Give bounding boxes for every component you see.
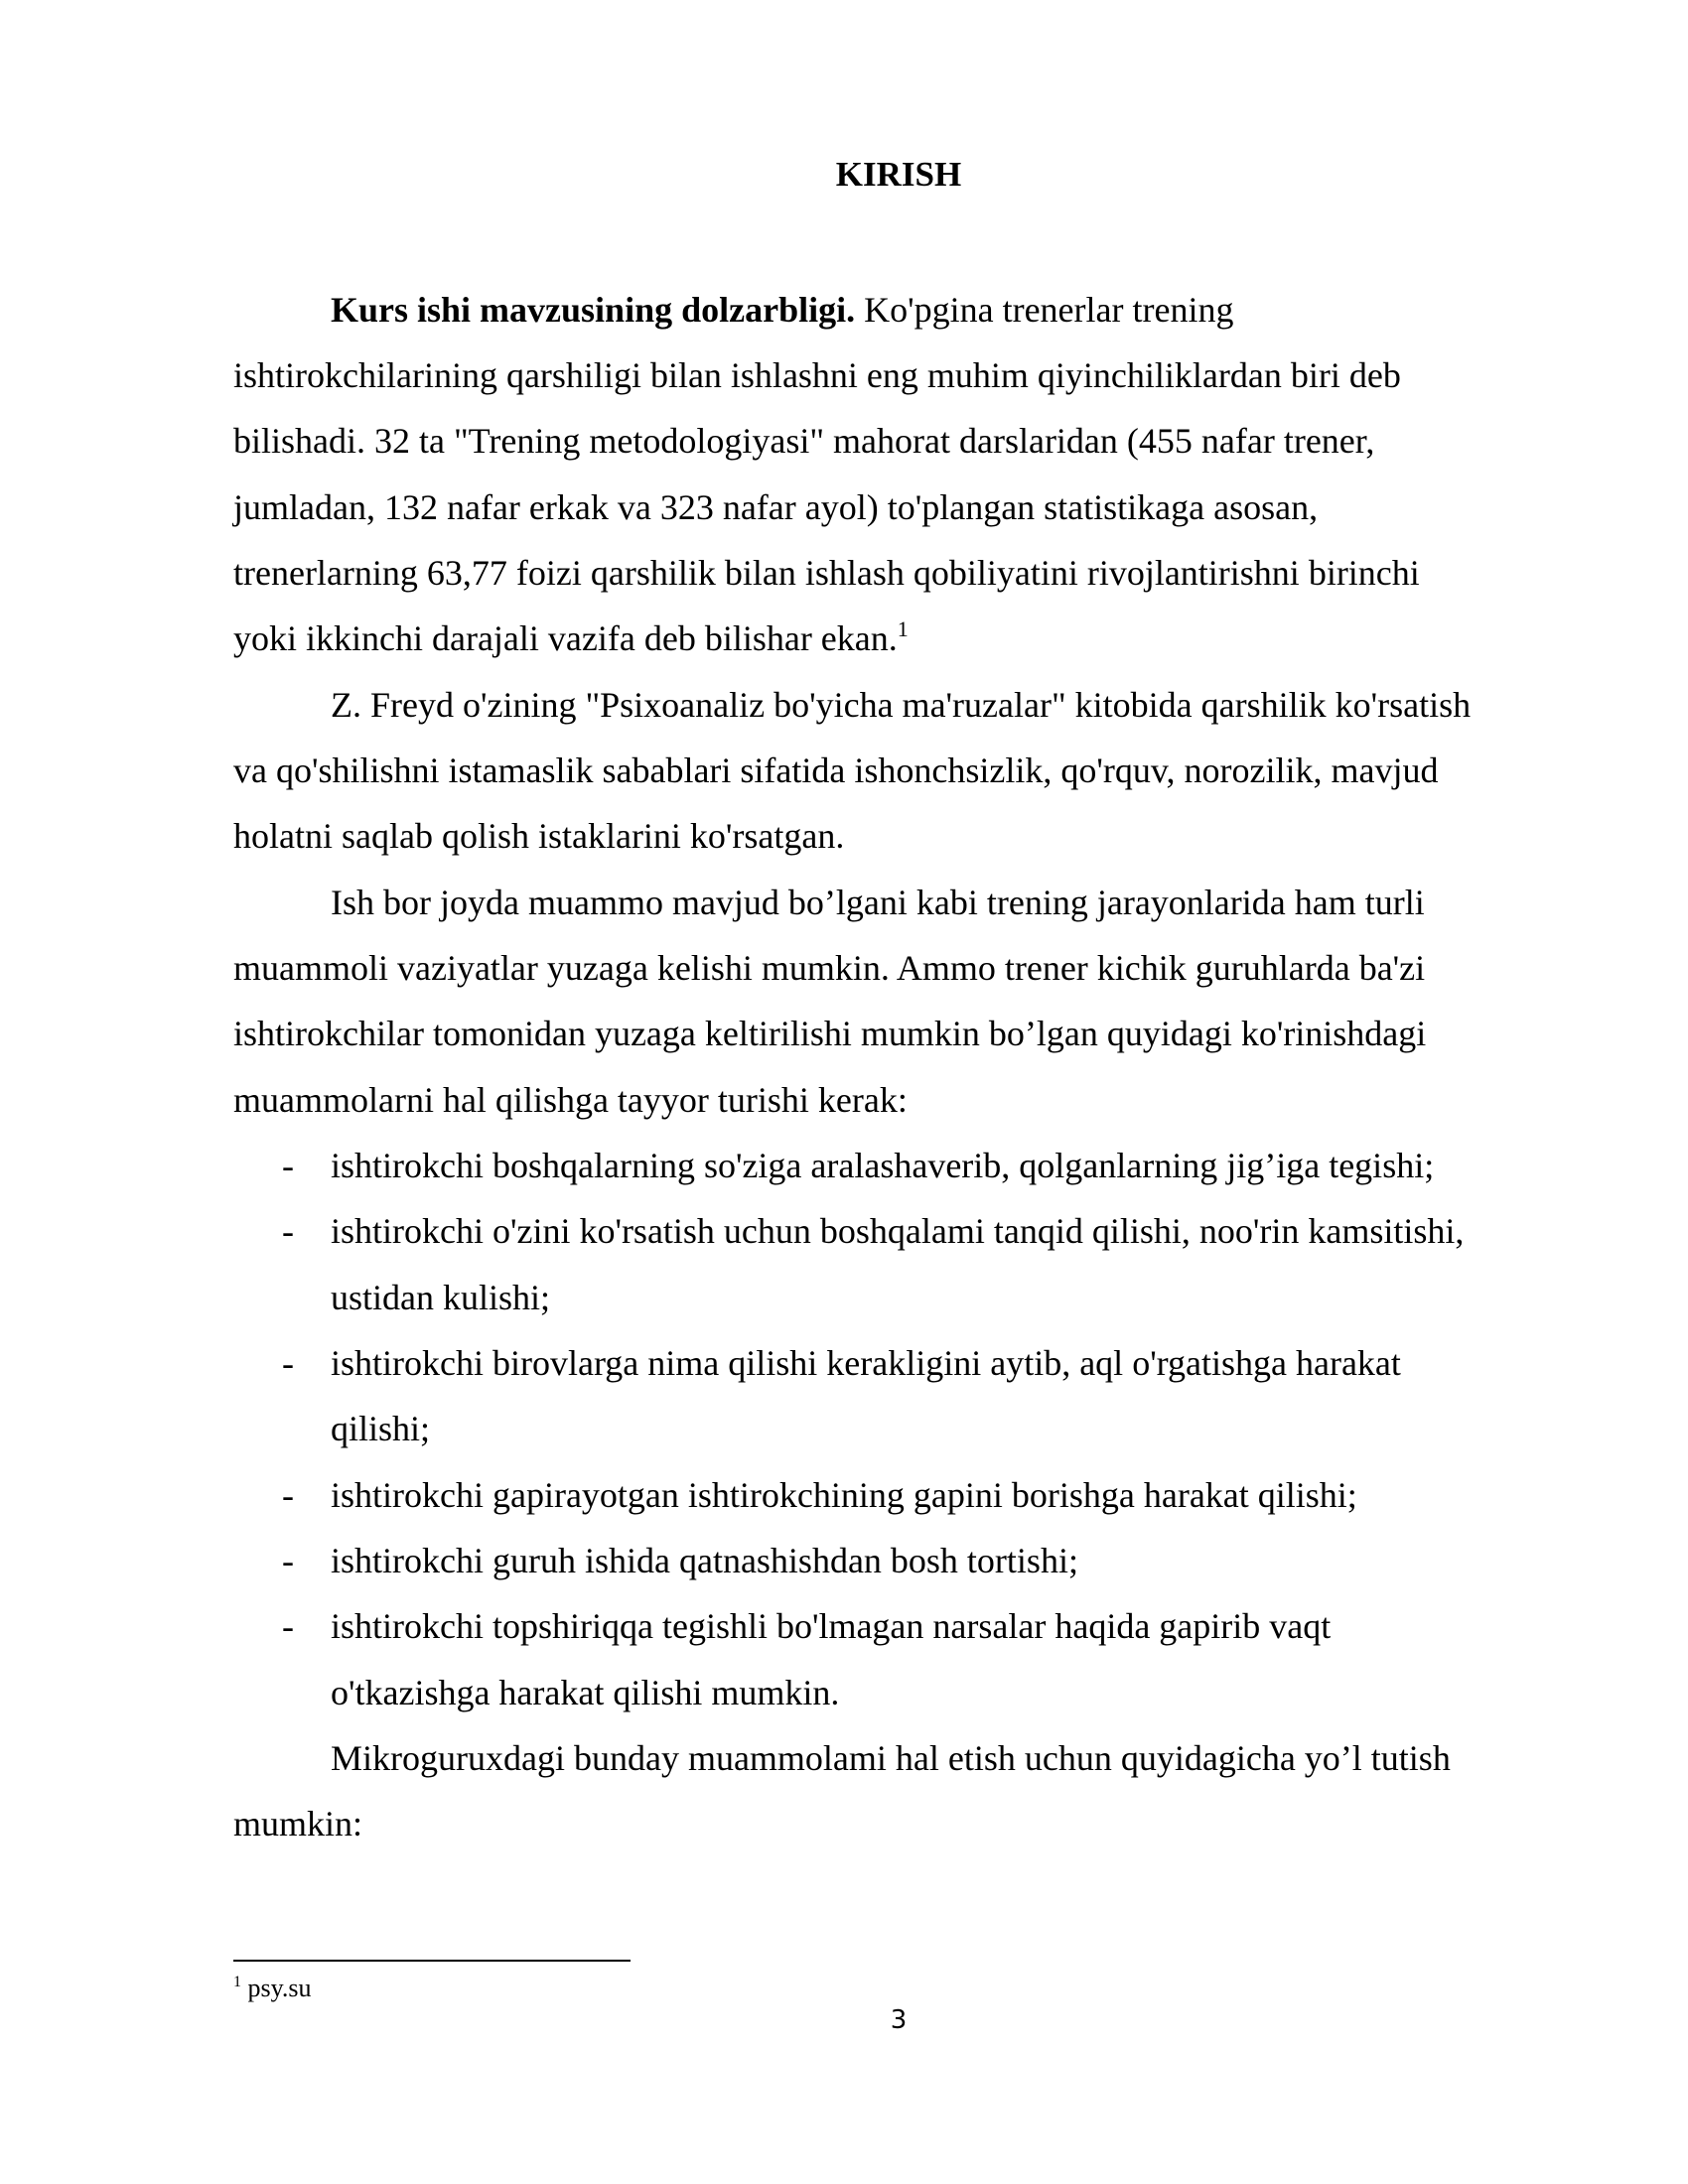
paragraph-3-line-3: ishtirokchilar tomonidan yuzaga keltirilishi mumkin bo’lgan quyidagi ko'rinishdagi bbox=[233, 1014, 1427, 1053]
paragraph-1-line-1 bbox=[331, 288, 1233, 332]
paragraph-2-line-2: va qo'shilishni istamaslik sabablari sifatida ishonchsizlik, qo'rquv, norozilik, mavjud bbox=[233, 751, 1439, 790]
paragraph-1-line-4: jumladan, 132 nafar erkak va 323 nafar ayol) to'plangan statistikaga asosan, bbox=[233, 487, 1319, 527]
list-item-text-continued: qilishi; bbox=[331, 1409, 431, 1448]
list-item-text: ishtirokchi guruh ishida qatnashishdan bosh tortishi; bbox=[331, 1541, 1078, 1580]
list-item-text-continued: o'tkazishga harakat qilishi mumkin. bbox=[331, 1673, 840, 1712]
list-item-marker: - bbox=[282, 1343, 294, 1383]
footnote-text: psy.su bbox=[247, 1974, 312, 2002]
list-item-marker: - bbox=[282, 1606, 294, 1646]
paragraph-2-line-3: holatni saqlab qolish istaklarini ko'rsatgan. bbox=[233, 816, 845, 856]
paragraph-1-line-5: trenerlarning 63,77 foizi qarshilik bilan ishlash qobiliyatini rivojlantirishni birinchi bbox=[233, 553, 1420, 593]
footnote-number: 1 bbox=[233, 1974, 241, 1990]
paragraph-1-line-6-text: yoki ikkinchi darajali vazifa deb bilishar ekan. bbox=[233, 618, 898, 658]
footnote-reference[interactable]: 1 bbox=[897, 616, 909, 641]
page-number: 3 bbox=[890, 2005, 908, 2035]
paragraph-1-line-6 bbox=[233, 616, 909, 660]
list-item-text-continued: ustidan kulishi; bbox=[331, 1278, 551, 1317]
paragraph-1-line-3: bilishadi. 32 ta "Trening metodologiyasi" mahorat darslaridan (455 nafar trener, bbox=[233, 421, 1375, 461]
page-title: KIRISH bbox=[835, 155, 962, 194]
paragraph-1-lead: Kurs ishi mavzusining dolzarbligi. bbox=[331, 290, 856, 330]
list-item-text: ishtirokchi o'zini ko'rsatish uchun boshqalami tanqid qilishi, noo'rin kamsitishi, bbox=[331, 1211, 1465, 1251]
list-item-text: ishtirokchi gapirayotgan ishtirokchining gapini borishga harakat qilishi; bbox=[331, 1475, 1357, 1515]
list-item-text: ishtirokchi boshqalarning so'ziga aralashaverib, qolganlarning jig’iga tegishi; bbox=[331, 1146, 1435, 1185]
list-item-marker: - bbox=[282, 1475, 294, 1515]
footnote bbox=[233, 1972, 312, 2005]
list-item-text: ishtirokchi birovlarga nima qilishi kerakligini aytib, aql o'rgatishga harakat bbox=[331, 1343, 1401, 1383]
list-item-text: ishtirokchi topshiriqqa tegishli bo'lmagan narsalar haqida gapirib vaqt bbox=[331, 1606, 1332, 1646]
paragraph-1-line-2: ishtirokchilarining qarshiligi bilan ishlashni eng muhim qiyinchiliklardan biri deb bbox=[233, 355, 1401, 395]
paragraph-4-line-1: Mikroguruxdagi bunday muammolami hal etish uchun quyidagicha yo’l tutish bbox=[331, 1738, 1451, 1778]
paragraph-2-line-1: Z. Freyd o'zining "Psixoanaliz bo'yicha ma'ruzalar" kitobida qarshilik ko'rsatish bbox=[331, 685, 1472, 725]
footnote-separator bbox=[233, 1960, 631, 1962]
list-item-marker: - bbox=[282, 1541, 294, 1580]
paragraph-3-line-4: muammolarni hal qilishga tayyor turishi kerak: bbox=[233, 1080, 908, 1120]
list-item-marker: - bbox=[282, 1211, 294, 1251]
paragraph-3-line-2: muammoli vaziyatlar yuzaga kelishi mumkin. Ammo trener kichik guruhlarda ba'zi bbox=[233, 948, 1426, 988]
paragraph-1-line-1-text: Ko'pgina trenerlar trening bbox=[855, 290, 1234, 330]
paragraph-3-line-1: Ish bor joyda muammo mavjud bo’lgani kabi trening jarayonlarida ham turli bbox=[331, 883, 1425, 922]
paragraph-4-line-2: mumkin: bbox=[233, 1804, 363, 1843]
list-item-marker: - bbox=[282, 1146, 294, 1185]
